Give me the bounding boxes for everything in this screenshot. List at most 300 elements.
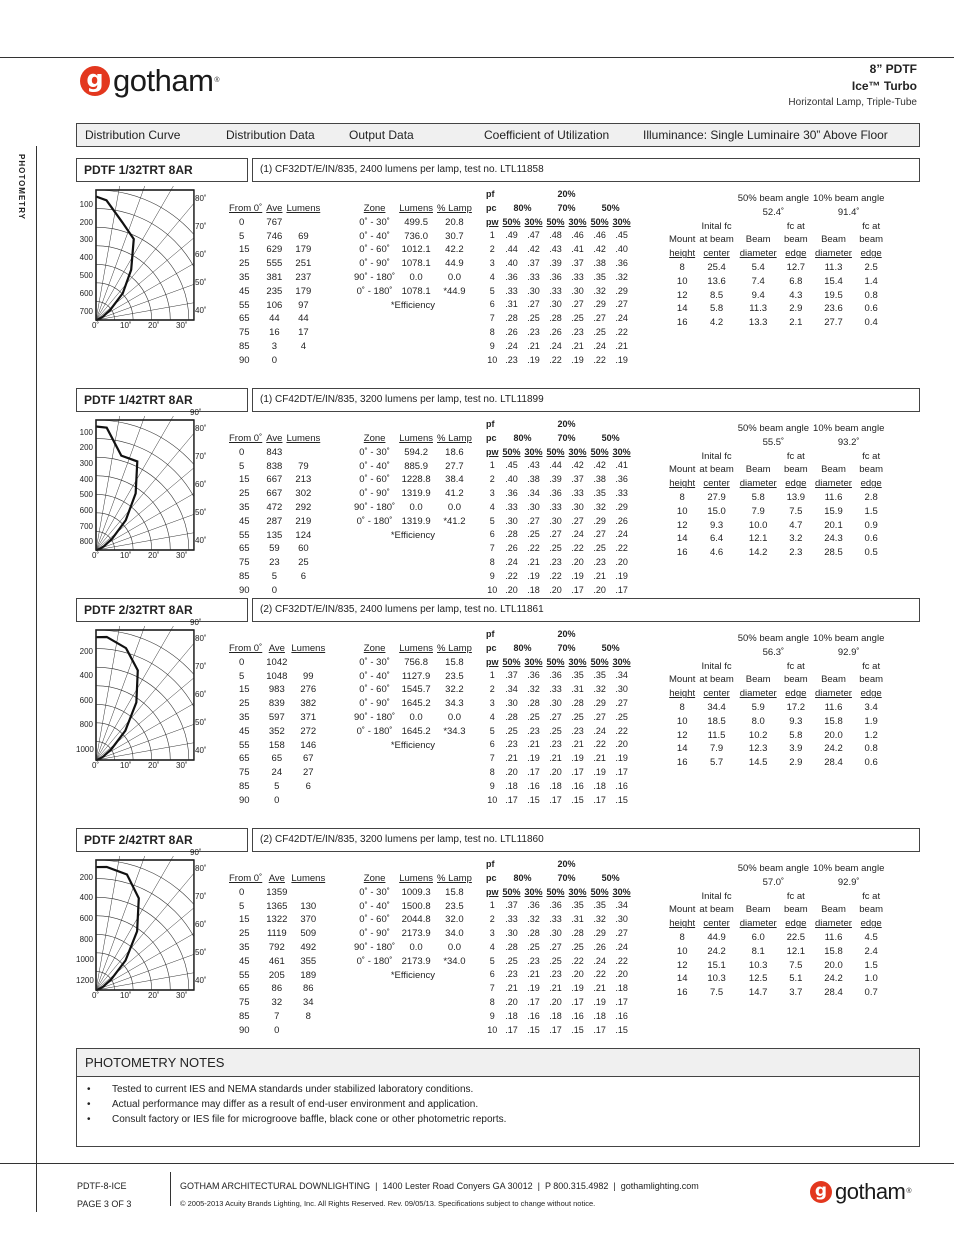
- table-cell: [289, 886, 327, 900]
- table-cell: 32.0: [445, 914, 464, 926]
- tab-output-data: Output Data: [349, 128, 414, 142]
- table-cell: .42: [571, 460, 584, 471]
- illuminance-header: Inital fc: [701, 890, 732, 902]
- illuminance-header: height: [669, 478, 696, 490]
- lamp-description: (1) CF42DT/E/IN/835, 3200 lumens per lamp, test no. LTL11899: [252, 388, 920, 412]
- cu-header: 70%: [557, 432, 576, 443]
- table-cell: .24: [505, 340, 518, 351]
- table-cell: 146: [300, 739, 317, 751]
- table-cell: 24.2: [707, 945, 726, 957]
- table-cell: 41.2: [445, 488, 464, 500]
- angle-tick-label: 80˚: [195, 864, 207, 873]
- table-row: [352, 257, 474, 271]
- illuminance-header: height: [669, 248, 696, 260]
- illuminance-header: edge: [860, 478, 882, 490]
- table-cell: 65: [239, 543, 250, 555]
- illuminance-header: [811, 660, 856, 674]
- illuminance-header: fc at: [786, 660, 805, 672]
- table-cell: 302: [295, 488, 312, 500]
- cu-header: 70%: [557, 872, 576, 883]
- illuminance-header: [736, 660, 781, 674]
- table-row: [484, 927, 633, 941]
- table-cell: 35: [239, 711, 250, 723]
- table-cell: 0: [271, 354, 277, 366]
- table-cell: .33: [571, 271, 584, 282]
- table-cell: 20.1: [824, 519, 843, 531]
- table-cell: 18.5: [707, 715, 726, 727]
- table-cell: *44.9: [443, 285, 466, 297]
- table-cell: 75: [239, 997, 250, 1009]
- output-col-header: Zone: [363, 643, 386, 654]
- table-cell: 7.9: [709, 743, 724, 755]
- table-cell: 2: [489, 244, 495, 255]
- table-cell: 0.0: [409, 271, 423, 283]
- beam-angle-10-label: 10% beam angle: [813, 423, 885, 434]
- cu-header: pc: [486, 642, 497, 653]
- table-cell: 12.1: [786, 945, 806, 957]
- company-address: GOTHAM ARCHITECTURAL DOWNLIGHTING | 1400 Lester Road Conyers GA 30012 | P 800.315.4982 | gothamlighting.com: [180, 1181, 699, 1191]
- table-cell: .19: [593, 766, 606, 777]
- table-cell: 15.4: [824, 275, 843, 287]
- output-data-table: [352, 432, 474, 542]
- table-cell: 381: [266, 271, 283, 283]
- table-cell: 12.7: [786, 261, 806, 273]
- table-cell: 0: [239, 446, 245, 458]
- doc-code: PDTF-8-ICE: [77, 1181, 127, 1191]
- table-cell: .18: [615, 983, 628, 994]
- table-cell: 1078.1: [401, 285, 431, 297]
- illuminance-header: Beam: [821, 674, 846, 686]
- table-cell: 44.9: [445, 258, 464, 270]
- table-cell: 23.5: [445, 900, 464, 912]
- table-cell: .22: [593, 739, 606, 750]
- table-cell: 0˚ - 40˚: [359, 670, 390, 682]
- table-cell: .46: [593, 230, 606, 241]
- table-cell: .27: [571, 515, 584, 526]
- table-cell: 1: [489, 460, 495, 471]
- table-cell: 5: [239, 230, 245, 242]
- table-cell: 1.0: [864, 973, 878, 985]
- beam-angle-10-label: 10% beam angle: [813, 193, 885, 204]
- product-subtitle: Horizontal Lamp, Triple-Tube: [788, 97, 917, 108]
- table-cell: .35: [593, 487, 606, 498]
- table-cell: 0.6: [864, 303, 878, 315]
- table-cell: .41: [615, 460, 628, 471]
- cu-header: pf: [486, 419, 495, 429]
- table-cell: 3: [489, 697, 495, 708]
- table-cell: .36: [527, 900, 540, 911]
- table-cell: 1500.8: [401, 900, 431, 912]
- footer-address: [180, 1177, 699, 1213]
- table-cell: 23.6: [824, 303, 843, 315]
- page-number: PAGE 3 OF 3: [77, 1199, 132, 1209]
- table-cell: [284, 446, 322, 460]
- table-cell: 792: [268, 941, 285, 953]
- table-cell: 1: [489, 900, 495, 911]
- table-cell: .18: [593, 1010, 606, 1021]
- table-cell: .19: [527, 354, 540, 365]
- table-cell: .29: [593, 697, 606, 708]
- output-data-table: [352, 202, 474, 312]
- table-cell: 24.3: [824, 533, 843, 545]
- table-cell: 9.3: [789, 715, 803, 727]
- cu-header: pc: [486, 202, 497, 213]
- table-row: [667, 701, 886, 715]
- radial-tick-label: 500: [79, 490, 93, 500]
- cu-header: 20%: [557, 189, 576, 199]
- table-row: [484, 298, 633, 312]
- illuminance-header: Inital fc: [701, 220, 732, 232]
- radial-tick-label: 600: [79, 913, 93, 923]
- table-cell: .44: [549, 460, 562, 471]
- table-cell: 8: [489, 556, 495, 567]
- table-row: [667, 505, 886, 519]
- section-title: PDTF 2/42TRT 8AR: [76, 828, 248, 852]
- table-cell: .18: [505, 1010, 518, 1021]
- table-cell: 382: [300, 698, 317, 710]
- beam-angle-10-value: 92.9˚: [837, 646, 860, 658]
- table-cell: .27: [593, 529, 606, 540]
- beam-angle-50-value: 55.5˚: [762, 436, 785, 448]
- table-cell: 5: [489, 725, 495, 736]
- cu-header: [589, 628, 633, 642]
- cu-header: 30%: [612, 886, 631, 897]
- bottom-tick-label: 10˚: [120, 991, 132, 1000]
- table-cell: 8: [305, 1010, 311, 1022]
- radial-tick-label: 100: [79, 199, 93, 209]
- illuminance-header: at beam: [699, 234, 734, 246]
- note-item: • Actual performance may differ as a result of end-user environment and application.: [87, 1097, 919, 1112]
- table-cell: 0˚ - 60˚: [359, 684, 390, 696]
- table-cell: .21: [527, 340, 540, 351]
- table-cell: 13.6: [707, 275, 726, 287]
- illuminance-header: fc at: [786, 890, 805, 902]
- table-cell: .36: [505, 487, 518, 498]
- table-cell: .37: [505, 900, 518, 911]
- table-cell: 1.9: [864, 715, 878, 727]
- beam-angle-10-value: 93.2˚: [837, 436, 860, 448]
- angle-tick-label: 50˚: [195, 508, 207, 517]
- table-cell: 2.1: [789, 317, 803, 329]
- table-cell: 85: [239, 1010, 250, 1022]
- angle-tick-label: 50˚: [195, 718, 207, 727]
- table-cell: .32: [593, 684, 606, 695]
- table-cell: 4: [489, 941, 495, 952]
- table-row: [484, 1024, 633, 1038]
- table-cell: 1042: [266, 656, 288, 668]
- table-cell: .27: [593, 711, 606, 722]
- table-cell: .19: [615, 753, 628, 764]
- table-cell: 10: [487, 354, 498, 365]
- table-cell: 3.9: [789, 743, 803, 755]
- table-cell: 6: [489, 529, 495, 540]
- table-cell: .19: [571, 753, 584, 764]
- table-cell: .17: [615, 996, 628, 1007]
- tab-coefficient-of-utilization: Coefficient of Utilization: [484, 128, 610, 142]
- output-data-table: [352, 872, 474, 982]
- table-row: [352, 460, 474, 474]
- bottom-tick-label: 20˚: [148, 321, 160, 330]
- table-cell: 15.9: [824, 505, 843, 517]
- table-cell: 79: [298, 460, 309, 472]
- table-cell: 25: [239, 488, 250, 500]
- dist-col-header: Lumens: [286, 433, 321, 444]
- illuminance-header: edge: [785, 478, 807, 490]
- table-row: [667, 972, 886, 986]
- table-row: [227, 656, 327, 670]
- table-cell: 667: [266, 488, 283, 500]
- table-cell: 75: [239, 767, 250, 779]
- table-cell: .20: [549, 996, 562, 1007]
- table-cell: .22: [593, 354, 606, 365]
- table-cell: 10.3: [707, 973, 726, 985]
- table-cell: 370: [300, 914, 317, 926]
- table-row: [227, 941, 327, 955]
- table-cell: .26: [505, 543, 518, 554]
- table-cell: 629: [266, 244, 283, 256]
- table-cell: 1078.1: [401, 258, 431, 270]
- table-cell: .30: [549, 697, 562, 708]
- table-cell: .29: [615, 501, 628, 512]
- table-cell: 0˚ - 40˚: [359, 460, 390, 472]
- table-row: [352, 271, 474, 285]
- beam-angle-50-label: 50% beam angle: [737, 633, 810, 644]
- product-size: 8” PDTF: [869, 62, 917, 76]
- table-cell: 235: [266, 285, 283, 297]
- table-cell: .27: [615, 299, 628, 310]
- section-title: PDTF 1/32TRT 8AR: [76, 158, 248, 182]
- table-cell: 0: [239, 656, 245, 668]
- dist-col-header: From 0˚: [229, 433, 263, 444]
- table-row: [227, 739, 327, 753]
- cu-header: 80%: [513, 872, 532, 883]
- illuminance-table: [667, 632, 886, 770]
- dist-col-header: Lumens: [291, 873, 326, 884]
- table-cell: 189: [300, 969, 317, 981]
- table-cell: .26: [549, 326, 562, 337]
- beam-angle-50-value: 52.4˚: [762, 206, 785, 218]
- table-cell: 5: [489, 955, 495, 966]
- table-cell: .27: [615, 927, 628, 938]
- table-cell: 0˚ - 30˚: [359, 656, 390, 668]
- illuminance-header: Beam: [745, 904, 771, 916]
- table-cell: 0.8: [864, 289, 878, 301]
- table-cell: .37: [505, 670, 518, 681]
- table-cell: 4.5: [864, 931, 878, 943]
- dist-col-header: Lumens: [291, 643, 326, 654]
- table-cell: 6: [300, 570, 306, 582]
- table-cell: .21: [593, 753, 606, 764]
- cu-header: 80%: [513, 642, 532, 653]
- table-cell: 10: [487, 1024, 498, 1035]
- table-cell: .27: [549, 941, 562, 952]
- table-row: [484, 473, 633, 487]
- table-cell: 90˚ - 180˚: [354, 271, 396, 283]
- radial-tick-label: 300: [79, 458, 93, 468]
- table-cell: 5: [239, 460, 245, 472]
- table-cell: .24: [615, 941, 628, 952]
- logo-g-mark-icon: g: [80, 66, 110, 96]
- table-cell: .27: [549, 529, 562, 540]
- cu-header: [589, 858, 633, 872]
- table-cell: .23: [549, 969, 562, 980]
- table-cell: 0.0: [447, 711, 462, 723]
- table-cell: .32: [527, 914, 540, 925]
- table-cell: .24: [593, 725, 606, 736]
- table-row: [484, 1010, 633, 1024]
- illuminance-header: height: [669, 688, 696, 700]
- table-cell: 20.0: [824, 729, 843, 741]
- bottom-tick-label: 30˚: [176, 551, 188, 560]
- table-row: [484, 271, 633, 285]
- table-cell: .36: [505, 271, 518, 282]
- table-cell: 3.7: [789, 987, 803, 999]
- product-heading: [788, 61, 917, 110]
- table-row: [352, 697, 474, 711]
- table-cell: .34: [505, 684, 518, 695]
- table-cell: 25: [239, 258, 250, 270]
- cu-header: 30%: [568, 886, 587, 897]
- table-cell: 14: [676, 743, 688, 755]
- illuminance-header: Beam: [821, 904, 846, 916]
- bottom-tick-label: 10˚: [120, 761, 132, 770]
- table-cell: .19: [527, 570, 540, 581]
- cu-header: 50%: [546, 216, 565, 227]
- cu-header: 20%: [557, 629, 576, 639]
- table-cell: 44: [269, 313, 280, 325]
- table-cell: .28: [527, 927, 540, 938]
- header-divider: [0, 57, 954, 58]
- table-cell: 0: [271, 584, 277, 596]
- table-cell: .20: [615, 739, 628, 750]
- table-cell: 2.9: [789, 303, 803, 315]
- table-cell: .15: [615, 794, 628, 805]
- table-cell: 767: [266, 216, 283, 228]
- note-item: • Consult factory or IES file for microgroove baffle, black cone or other photometric reports.: [87, 1112, 919, 1127]
- table-cell: 667: [266, 474, 283, 486]
- bottom-tick-label: 30˚: [176, 761, 188, 770]
- angle-tick-label: 50˚: [195, 278, 207, 287]
- table-cell: .34: [615, 670, 628, 681]
- angle-tick-label: 80˚: [195, 194, 207, 203]
- coefficient-of-utilization-table: [484, 418, 633, 597]
- illuminance-header: Inital fc: [701, 660, 732, 672]
- table-cell: .21: [527, 969, 540, 980]
- illuminance-header: diameter: [815, 918, 852, 930]
- table-cell: .36: [527, 670, 540, 681]
- table-cell: .15: [527, 794, 540, 805]
- table-row: [484, 501, 633, 515]
- table-cell: 3: [271, 340, 277, 352]
- output-col-header: % Lamp: [437, 433, 472, 444]
- table-cell: 8: [679, 701, 685, 713]
- table-row: [667, 261, 886, 275]
- dist-col-header: Lumens: [286, 203, 321, 214]
- table-cell: 7: [489, 983, 495, 994]
- table-cell: 0.5: [864, 547, 878, 559]
- table-row: [484, 243, 633, 257]
- illuminance-header: Inital fc: [701, 450, 732, 462]
- table-cell: .23: [505, 969, 518, 980]
- illuminance-header: [811, 220, 856, 234]
- table-row: [667, 519, 886, 533]
- cu-header: 30%: [612, 656, 631, 667]
- table-cell: .17: [549, 794, 562, 805]
- table-cell: 2.4: [864, 945, 878, 957]
- table-cell: .16: [527, 1010, 540, 1021]
- coefficient-of-utilization-table: [484, 858, 633, 1037]
- table-cell: .33: [549, 914, 562, 925]
- table-cell: 4.3: [789, 289, 803, 301]
- radial-tick-label: 400: [79, 474, 93, 484]
- table-cell: 99: [303, 670, 314, 682]
- dist-col-header: Ave: [268, 643, 285, 654]
- table-row: [484, 913, 633, 927]
- table-cell: 0˚ - 40˚: [359, 900, 390, 912]
- bottom-tick-label: 30˚: [176, 321, 188, 330]
- table-cell: .34: [615, 900, 628, 911]
- table-cell: .30: [527, 285, 540, 296]
- table-cell: .24: [505, 556, 518, 567]
- illuminance-header: at beam: [699, 464, 734, 476]
- cu-header: 30%: [612, 446, 631, 457]
- table-cell: .22: [571, 955, 584, 966]
- table-cell: 0˚ - 40˚: [359, 230, 390, 242]
- table-cell: 135: [266, 529, 283, 541]
- cu-header: pc: [486, 432, 497, 443]
- table-cell: .36: [615, 257, 628, 268]
- table-cell: 24.2: [824, 743, 843, 755]
- table-cell: 8: [679, 261, 685, 273]
- output-col-header: % Lamp: [437, 203, 472, 214]
- table-cell: .30: [571, 285, 584, 296]
- table-cell: 3: [489, 257, 495, 268]
- table-cell: .27: [549, 711, 562, 722]
- table-row: [484, 996, 633, 1010]
- beam-angle-50-value: 57.0˚: [762, 876, 785, 888]
- cu-header: 50%: [546, 446, 565, 457]
- table-cell: .30: [505, 927, 518, 938]
- angle-tick-label: 40˚: [195, 976, 207, 985]
- table-cell: 13.9: [786, 491, 806, 503]
- illuminance-header: beam: [859, 674, 884, 686]
- table-cell: 838: [266, 460, 283, 472]
- table-row: [667, 275, 886, 289]
- table-cell: 8: [489, 766, 495, 777]
- table-row: [352, 886, 474, 900]
- table-cell: .17: [505, 794, 518, 805]
- table-cell: 20.0: [824, 959, 843, 971]
- angle-tick-label: 60˚: [195, 690, 207, 699]
- table-row: [484, 738, 633, 752]
- table-cell: .18: [527, 584, 540, 595]
- table-cell: .33: [549, 501, 562, 512]
- dist-col-header: From 0˚: [229, 873, 263, 884]
- table-row: [484, 725, 633, 739]
- table-cell: 7: [489, 753, 495, 764]
- illuminance-header: diameter: [739, 918, 777, 930]
- table-cell: .43: [527, 460, 540, 471]
- illuminance-header: edge: [785, 918, 807, 930]
- table-cell: .33: [615, 487, 628, 498]
- table-cell: 3.2: [789, 533, 803, 545]
- table-cell: 34.0: [445, 928, 464, 940]
- table-cell: 15.8: [445, 656, 464, 668]
- illuminance-header: beam: [783, 464, 808, 476]
- angle-tick-label: 40˚: [195, 306, 207, 315]
- table-cell: .29: [593, 515, 606, 526]
- table-cell: 7.5: [789, 505, 803, 517]
